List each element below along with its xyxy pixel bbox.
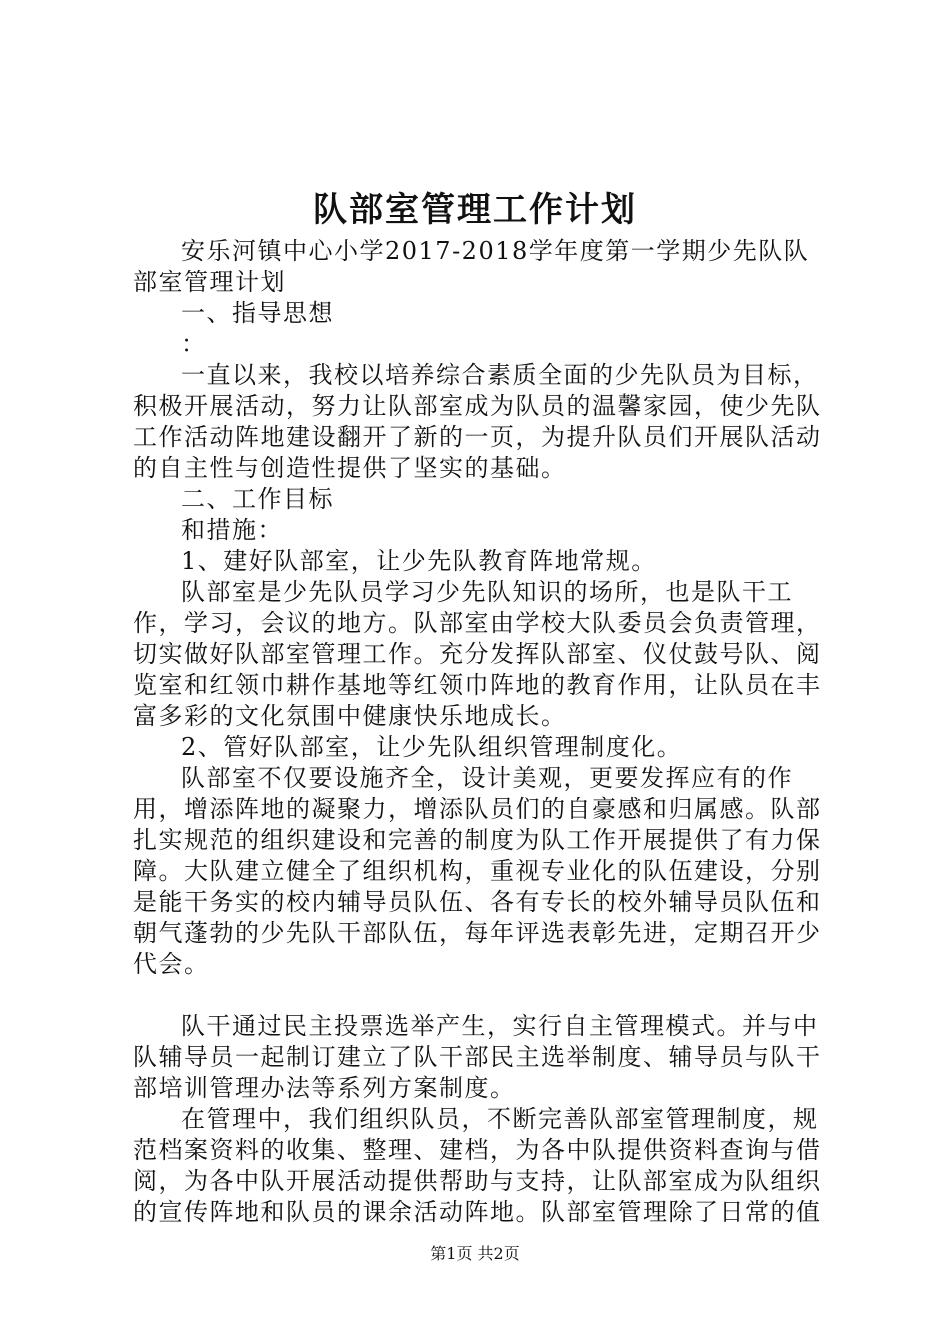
paragraph-intro: 安乐河镇中心小学2017-2018学年度第一学期少先队队部室管理计划 xyxy=(133,237,810,296)
item-2-heading: 2、管好队部室，让少先队组织管理制度化。 xyxy=(181,733,683,761)
document-body xyxy=(133,236,833,1228)
paragraph-management: 在管理中，我们组织队员，不断完善队部室管理制度，规范档案资料的收集、整理、建档，为各中队提供资料查询与借阅，为各中队开展活动提供帮助与支持，让队部室成为队组织的宣传阵地和队员的课余活动阵地。队部室管理除了日常的值 xyxy=(133,1105,822,1226)
item-2-paragraph: 队部室不仅要设施齐全，设计美观，更要发挥应有的作用，增添阵地的凝聚力，增添队员们的自豪感和归属感。队部扎实规范的组织建设和完善的制度为队工作开展提供了有力保障。大队建立健全了组织机构，重视专业化的队伍建设，分别是能干务实的校内辅导员队伍、各有专长的校外辅导员队伍和朝气蓬勃的少先队干部队伍，每年评选表彰先进，定期召开少代会。 xyxy=(133,764,822,978)
blank-line xyxy=(133,980,833,1011)
document-title: 队部室管理工作计划 xyxy=(313,190,637,230)
paragraph-ideology: 一直以来，我校以培养综合素质全面的少先队员为目标，积极开展活动，努力让队部室成为队员的温馨家园，使少先队工作活动阵地建设翻开了新的一页，为提升队员们开展队活动的自主性与创造性提供了坚实的基础。 xyxy=(133,361,822,482)
heading-goals: 二、工作目标 xyxy=(181,485,334,513)
paragraph-colon: ： xyxy=(181,330,207,358)
item-1-heading: 1、建好队部室，让少先队教育阵地常规。 xyxy=(181,547,657,575)
heading-guiding-ideology: 一、指导思想 xyxy=(181,299,334,327)
page-footer: 第1页 共2页 xyxy=(430,1244,520,1263)
heading-measures: 和措施： xyxy=(181,516,283,544)
paragraph-election: 队干通过民主投票选举产生，实行自主管理模式。并与中队辅导员一起制订建立了队干部民主选举制度、辅导员与队干部培训管理办法等系列方案制度。 xyxy=(133,1012,822,1102)
item-1-paragraph: 队部室是少先队员学习少先队知识的场所，也是队干工作，学习，会议的地方。队部室由学校大队委员会负责管理，切实做好队部室管理工作。充分发挥队部室、仪仗鼓号队、阅览室和红领巾耕作基地等红领巾阵地的教育作用，让队员在丰富多彩的文化氛围中健康快乐地成长。 xyxy=(133,578,822,730)
